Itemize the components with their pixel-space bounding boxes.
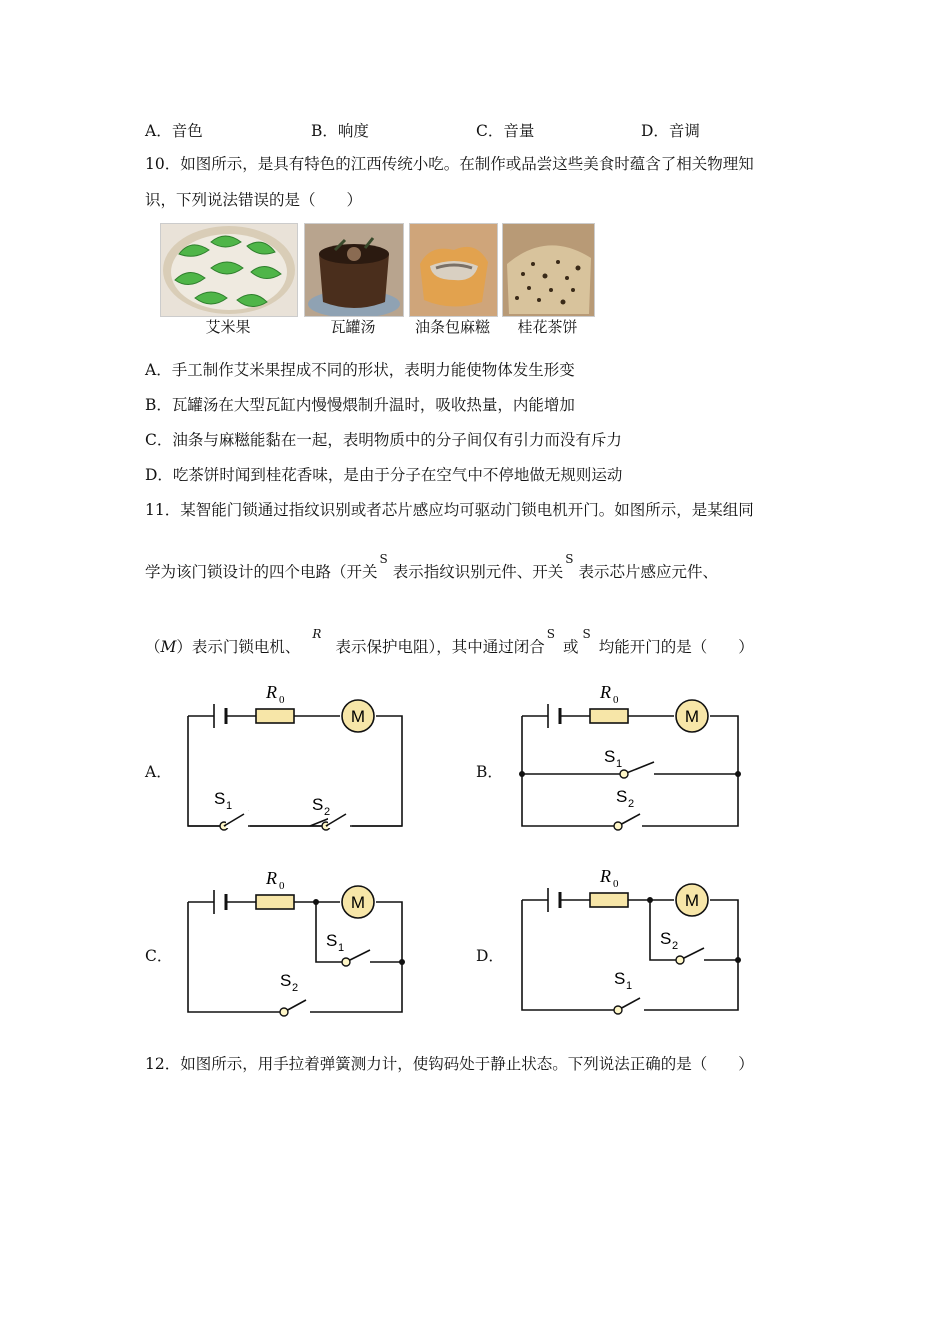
circuit-c-s1: S — [326, 931, 338, 950]
q10-stem-line2: 识，下列说法错误的是（ ） — [145, 191, 363, 209]
q10-stem-line1: 10．如图所示，是具有特色的江西传统小吃。在制作或品尝这些美食时蕴含了相关物理知 — [145, 155, 754, 173]
q9-option-c: C．音量 — [476, 122, 535, 140]
circuit-b-label: B． — [476, 763, 503, 781]
circuit-a-diagram — [180, 678, 412, 838]
circuit-c-motor: M — [350, 893, 366, 912]
circuit-d-s1: S — [614, 969, 626, 988]
svg-text:0: 0 — [279, 880, 285, 892]
circuit-c-r0: R — [266, 868, 277, 888]
food-photo-guihuachabing — [502, 223, 595, 317]
circuit-a-r0: R — [266, 682, 277, 702]
svg-text:1: 1 — [338, 942, 345, 954]
circuit-d-s2: S — [660, 929, 672, 948]
circuit-c-diagram — [180, 862, 412, 1022]
svg-text:1: 1 — [626, 980, 633, 992]
q9-option-a: A．音色 — [145, 122, 203, 140]
circuit-b-diagram — [514, 678, 746, 838]
svg-text:1: 1 — [616, 758, 623, 770]
q9-option-d: D．音调 — [641, 122, 700, 140]
svg-text:2: 2 — [628, 798, 635, 810]
q10-option-d: D．吃茶饼时闻到桂花香味，是由于分子在空气中不停地做无规则运动 — [145, 466, 623, 484]
circuit-d-label: D． — [476, 947, 504, 965]
circuit-b-motor: M — [684, 707, 700, 726]
food-caption-1: 艾米果 — [205, 318, 251, 336]
svg-text:0: 0 — [613, 878, 619, 890]
circuit-a-s2: S — [312, 795, 324, 814]
circuit-b-s1: S — [604, 747, 616, 766]
food-caption-3: 油条包麻糍 — [414, 318, 490, 336]
q11-stem-line2: 学为该门锁设计的四个电路（开关$^S$表示指纹识别元件、开关$^S$表示芯片感应元件、 — [145, 552, 719, 581]
food-caption-4: 桂花茶饼 — [517, 318, 578, 336]
q9-option-b: B．响度 — [311, 122, 369, 140]
circuit-a-s1: S — [214, 789, 226, 808]
circuit-d-r0: R — [600, 866, 611, 886]
q11-stem-line1: 11．某智能门锁通过指纹识别或者芯片感应均可驱动门锁电机开门。如图所示，是某组同 — [145, 501, 754, 519]
svg-text:2: 2 — [324, 806, 331, 818]
svg-text:0: 0 — [279, 694, 285, 706]
circuit-c-label: C． — [145, 947, 173, 965]
circuit-d-diagram — [514, 862, 746, 1022]
circuit-c-s2: S — [280, 971, 292, 990]
q12-stem-line1: 12．如图所示，用手拉着弹簧测力计，使钩码处于静止状态。下列说法正确的是（ ） — [145, 1055, 754, 1073]
circuit-d-motor: M — [684, 891, 700, 910]
svg-text:2: 2 — [292, 982, 299, 994]
q11-stem-line3: （M）表示门锁电机、$^R$表示保护电阻），其中通过闭合$^S$或$^S$均能开门的是（ ） — [145, 627, 754, 656]
svg-text:1: 1 — [226, 800, 233, 812]
q10-option-a: A．手工制作艾米果捏成不同的形状，表明力能使物体发生形变 — [145, 361, 575, 379]
q10-option-c: C．油条与麻糍能黏在一起，表明物质中的分子间仅有引力而没有斥力 — [145, 431, 622, 449]
food-photo-waguantang — [304, 223, 404, 317]
q10-option-b: B．瓦罐汤在大型瓦缸内慢慢煨制升温时，吸收热量，内能增加 — [145, 396, 575, 414]
food-photo-youtiao — [409, 223, 498, 317]
circuit-a-motor: M — [350, 707, 366, 726]
svg-text:0: 0 — [613, 694, 619, 706]
circuit-a-label: A． — [145, 763, 172, 781]
circuit-b-s2: S — [616, 787, 628, 806]
food-caption-2: 瓦罐汤 — [330, 318, 376, 336]
svg-text:2: 2 — [672, 940, 679, 952]
food-photo-aimiguo — [160, 223, 298, 317]
circuit-b-r0: R — [600, 682, 611, 702]
